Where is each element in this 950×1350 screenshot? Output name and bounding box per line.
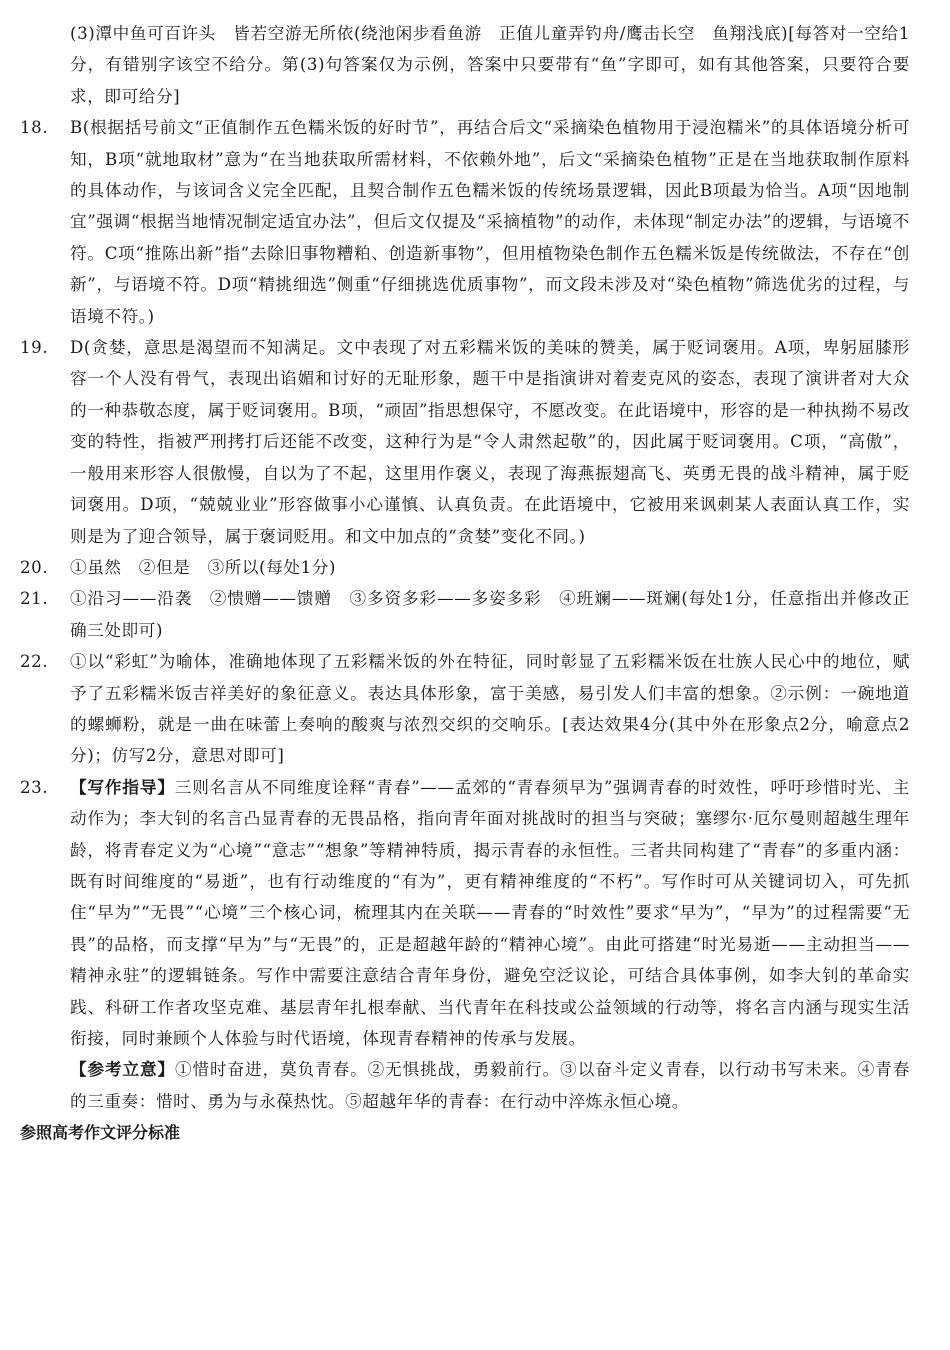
item-number: 22. [20,652,49,672]
answer-item-19 [20,332,910,552]
answer-item-20 [20,552,910,583]
item-number: 23. [20,777,49,797]
item-number: 20. [20,557,49,577]
answer-item-22 [20,646,910,772]
item-number: 21. [20,589,49,609]
reference-theme [70,1054,910,1117]
continuation-text: (3)潭中鱼可百许头 皆若空游无所依(绕池闲步看鱼游 正值儿童弄钓舟/鹰击长空 鱼翔浅底)[每答对一空给1分，有错别字该空不给分。第(3)句答案仅为示例，答案中只要带有“鱼”字即可，如有其他答案，只要符合要求，即可给分] [70,24,910,106]
scoring-standard-heading: 参照高考作文评分标准 [20,1123,181,1143]
writing-guide-text: 三则名言从不同维度诠释“青春”——孟郊的“青春须早为”强调青春的时效性，呼吁珍惜时光、主动作为；李大钊的名言凸显青春的无畏品格，指向青年面对挑战时的担当与突破；塞缪尔·厄尔曼则超越生理年龄，将青春定义为“心境”“意志”“想象”等精神特质，揭示青春的永恒性。三者共同构建了“青春”的多重内涵：既有时间维度的“易逝”，也有行动维度的“有为”，更有精神维度的“不朽”。写作时可从关键词切入，可先抓住“早为”“无畏”“心境”三个核心词，梳理其内在关联——青春的“时效性”要求“早为”，“早为”的过程需要“无畏”的品格，而支撑“早为”与“无畏”的，正是超越年龄的“精神心境”。由此可搭建“时光易逝——主动担当——精神永驻”的逻辑链条。写作中需要注意结合青年身份，避免空泛议论，可结合具体事例，如李大钊的革命实践、科研工作者攻坚克难、基层青年扎根奉献、当代青年在科技或公益领域的行动等，将名言内涵与现实生活衔接，同时兼顾个人体验与时代语境，体现青春精神的传承与发展。 [70,777,910,1048]
item-text: ①以“彩虹”为喻体，准确地体现了五彩糯米饭的外在特征，同时彰显了五彩糯米饭在壮族人民心中的地位，赋予了五彩糯米饭吉祥美好的象征意义。表达具体形象，富于美感，易引发人们丰富的想象。②示例：一碗地道的螺蛳粉，就是一曲在味蕾上奏响的酸爽与浓烈交织的交响乐。[表达效果4分(其中外在形象点2分，喻意点2分)；仿写2分，意思对即可] [70,652,910,766]
reference-theme-tag: 【参考立意】 [70,1060,176,1080]
item-text: B(根据括号前文“正值制作五色糯米饭的好时节”，再结合后文“采摘染色植物用于浸泡糯米”的具体语境分析可知，B项“就地取材”意为“在当地获取所需材料，不依赖外地”，后文“采摘染色植物”正是在当地获取制作原料的具体动作，与该词含义完全匹配，且契合制作五色糯米饭的传统场景逻辑，因此B项最为恰当。A项“因地制宜”强调“根据当地情况制定适宜办法”，但后文仅提及“采摘植物”的动作，未体现“制定办法”的逻辑，与语境不符。C项“推陈出新”指“去除旧事物糟粕、创造新事物”，但用植物染色制作五色糯米饭是传统做法，不存在“创新”，与语境不符。D项“精挑细选”侧重“仔细挑选优质事物”，而文段未涉及对“染色植物”筛选优劣的过程，与语境不符。) [70,118,910,326]
item-text: D(贪婪，意思是渴望而不知满足。文中表现了对五彩糯米饭的美味的赞美，属于贬词褒用。A项，卑躬屈膝形容一个人没有骨气，表现出谄媚和讨好的无耻形象，题干中是指演讲对着麦克风的姿态，表现了演讲者对大众的一种恭敬态度，属于贬词褒用。B项，“顽固”指思想保守，不愿改变。在此语境中，形容的是一种执拗不易改变的特性，指被严刑拷打后还能不改变，这种行为是“令人肃然起敬”的，因此属于贬词褒用。C项，“高傲”，一般用来形容人很傲慢，自以为了不起，这里用作褒义，表现了海燕振翅高飞、英勇无畏的战斗精神，属于贬词褒用。D项，“兢兢业业”形容做事小心谨慎、认真负责。在此语境中，它被用来讽刺某人表面认真工作，实则是为了迎合领导，属于褒词贬用。和文中加点的“贪婪”变化不同。) [70,338,910,546]
item-body [70,772,910,1055]
reference-theme-text: ①惜时奋进，莫负青春。②无惧挑战，勇毅前行。③以奋斗定义青春，以行动书写未来。④青春的三重奏：惜时、勇为与永葆热忱。⑤超越年华的青春：在行动中淬炼永恒心境。 [70,1060,910,1111]
item-text: ①沿习——沿袭 ②愦赠——馈赠 ③多资多彩——多姿多彩 ④班斓——斑斓(每处1分，任意指出并修改正确三处即可) [70,589,910,640]
writing-guide-tag: 【写作指导】 [70,777,175,797]
answer-item-21 [20,583,910,646]
item-number: 18. [20,118,49,138]
answer-item-23 [20,772,910,1117]
item-number: 19. [20,338,49,358]
continuation-paragraph [70,18,910,112]
answer-item-18 [20,112,910,332]
answer-page [20,18,910,1149]
item-text: ①虽然 ②但是 ③所以(每处1分) [70,557,337,577]
